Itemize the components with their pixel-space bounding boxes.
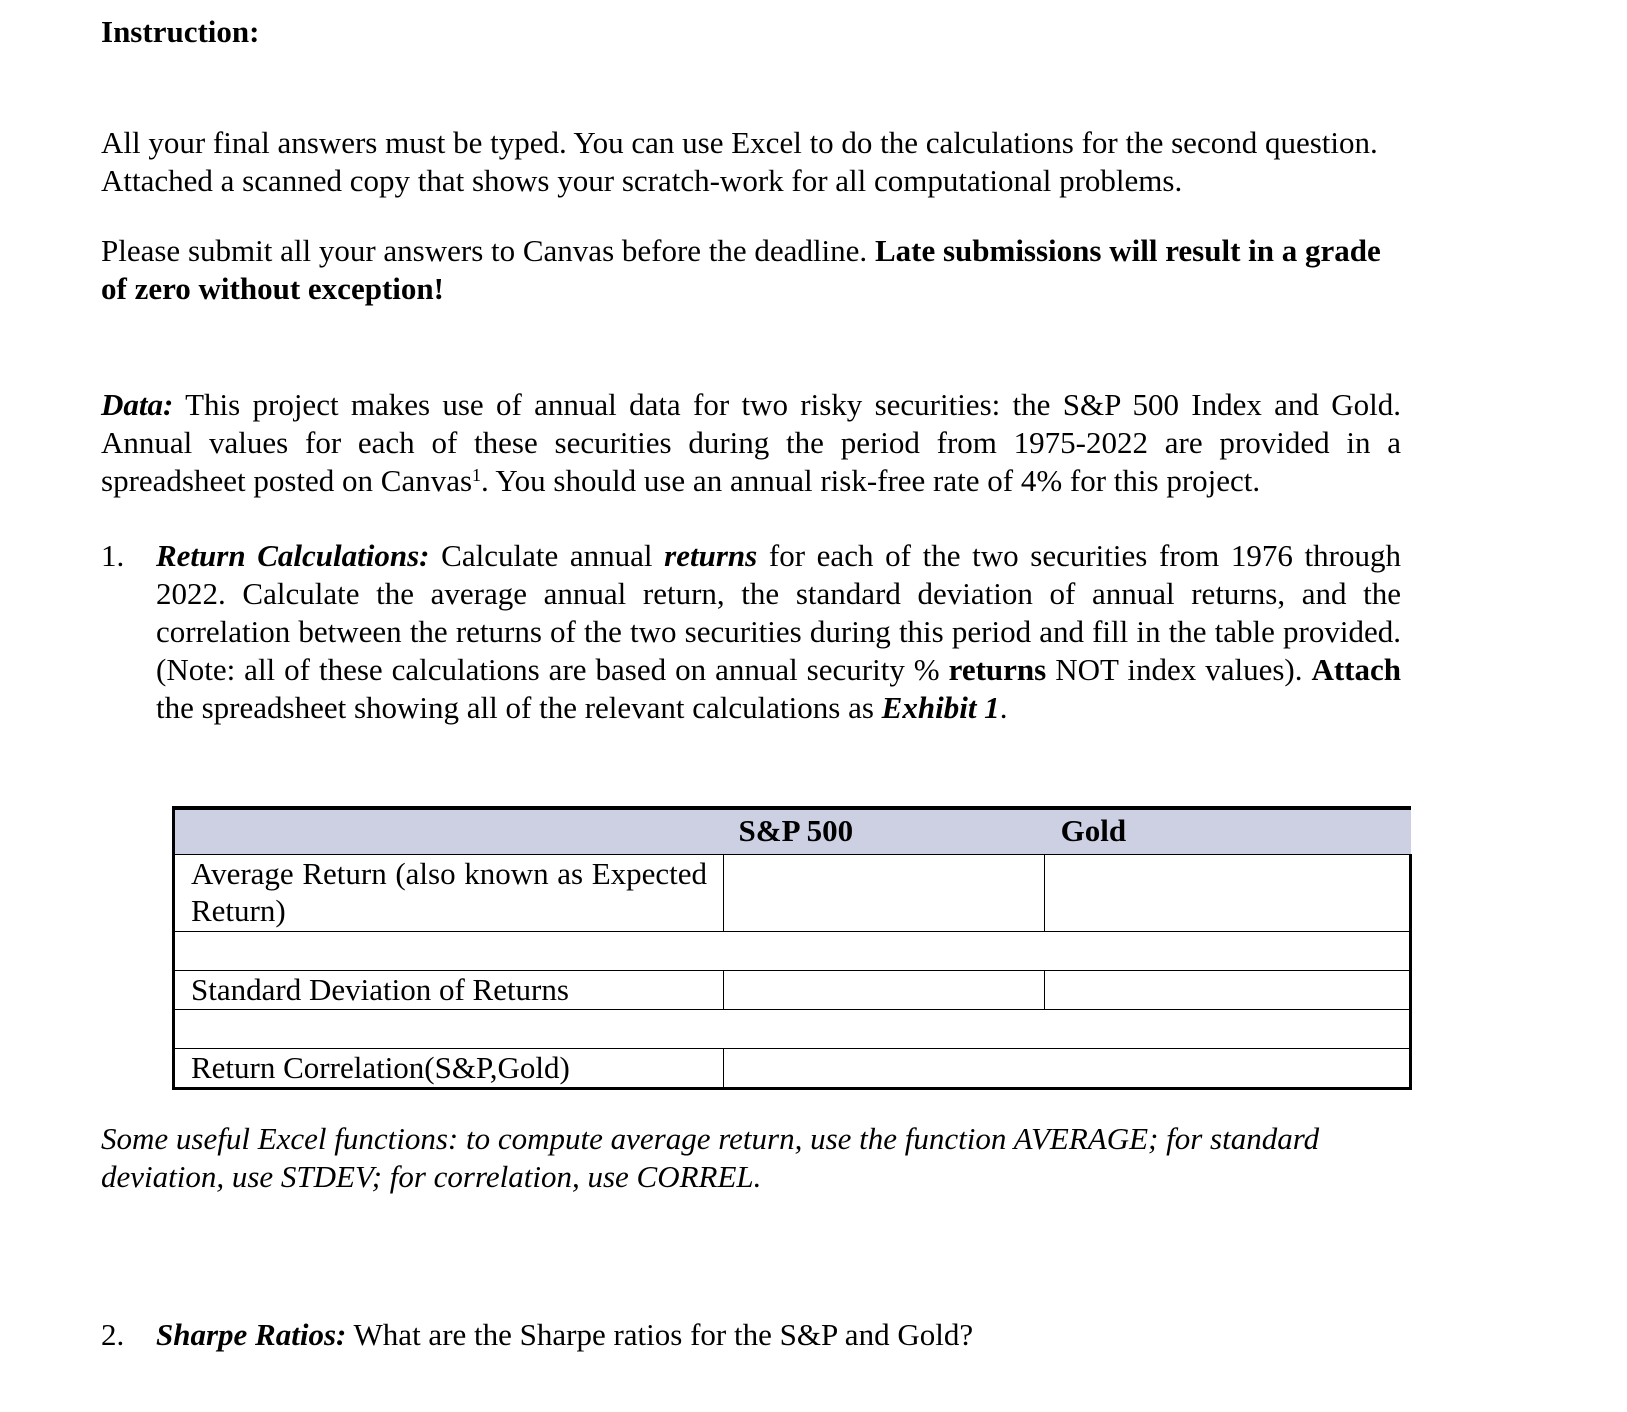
q1-title: Return Calculations: — [156, 538, 430, 573]
std-dev-gold-cell[interactable] — [1045, 971, 1411, 1010]
q1-text-4: the spreadsheet showing all of the relevant calculations as — [156, 690, 882, 725]
std-dev-sp500-cell[interactable] — [724, 971, 1045, 1010]
data-label: Data: — [101, 387, 174, 422]
table-row-average — [174, 855, 1411, 932]
intro-paragraph-deadline — [101, 232, 1401, 308]
q1-body — [156, 537, 1401, 727]
data-text-b: . You should use an annual risk-free rate of 4% for this project. — [481, 463, 1261, 498]
header-gold: Gold — [1045, 808, 1411, 855]
q2-number: 2. — [101, 1317, 125, 1352]
average-return-gold-cell[interactable] — [1045, 855, 1411, 932]
excel-note-text: Some useful Excel functions: to compute average return, use the function AVERAGE; for standard deviation, use STDEV; for correlation, use CORREL. — [101, 1121, 1320, 1194]
intro-paragraph-typed — [101, 124, 1401, 200]
results-table — [172, 806, 1412, 1090]
header-blank-cell — [174, 808, 724, 855]
q1-number: 1. — [101, 538, 125, 573]
q1-text-3: NOT index values). — [1046, 652, 1312, 687]
table-row-stddev — [174, 971, 1411, 1010]
correlation-label: Return Correlation(S&P,Gold) — [174, 1049, 724, 1089]
q1-returns-bold: returns — [948, 652, 1047, 687]
table-row-correlation — [174, 1049, 1411, 1089]
table-spacer-row — [174, 932, 1411, 971]
intro-p1-text: All your final answers must be typed. You can use Excel to do the calculations for the second question. Attached a scanned copy that shows your scratch-work for all computational problems. — [101, 125, 1378, 198]
excel-functions-note — [101, 1120, 1401, 1196]
q1-text-2: for each of the two securities from 1976 through 2022. Calculate the average annual return, the standard deviation of annual returns, and the correlation between the returns of the two securities during this period and fill in the table provided. (Note: all of these calculations are based on annual security % — [156, 538, 1401, 687]
average-return-sp500-cell[interactable] — [724, 855, 1045, 932]
correlation-value-cell[interactable] — [724, 1049, 1411, 1089]
q2-title: Sharpe Ratios: — [156, 1317, 347, 1352]
q1-attach: Attach — [1311, 652, 1402, 687]
late-warning: Late submissions will result in a grade of zero without exception! — [101, 233, 1381, 306]
header-sp500: S&P 500 — [724, 808, 1045, 855]
table-header-row — [174, 808, 1411, 855]
intro-p2-text: Please submit all your answers to Canvas before the deadline. — [101, 233, 875, 268]
q2-body — [156, 1316, 1401, 1354]
spacer-cell — [174, 1010, 1411, 1049]
data-paragraph — [101, 386, 1401, 500]
q1-exhibit: Exhibit 1 — [881, 690, 1000, 725]
q1-text-1: Calculate annual — [429, 538, 665, 573]
question-1 — [101, 537, 1401, 727]
q1-text-5: . — [999, 690, 1008, 725]
std-dev-label: Standard Deviation of Returns — [174, 971, 724, 1010]
instruction-heading: Instruction: — [101, 14, 260, 49]
spacer-cell — [174, 932, 1411, 971]
question-2 — [101, 1316, 1401, 1354]
q2-text: What are the Sharpe ratios for the S&P and Gold? — [346, 1317, 974, 1352]
q1-returns-emph: returns — [664, 538, 758, 573]
average-return-label: Average Return (also known as Expected Return) — [174, 855, 724, 932]
footnote-marker: 1 — [472, 465, 482, 485]
table-spacer-row — [174, 1010, 1411, 1049]
data-text-a: This project makes use of annual data for two risky securities: the S&P 500 Index and Gold. Annual values for each of these securities during the period from 1975-2022 are provided in a spreadsheet posted on Canvas — [101, 387, 1401, 498]
